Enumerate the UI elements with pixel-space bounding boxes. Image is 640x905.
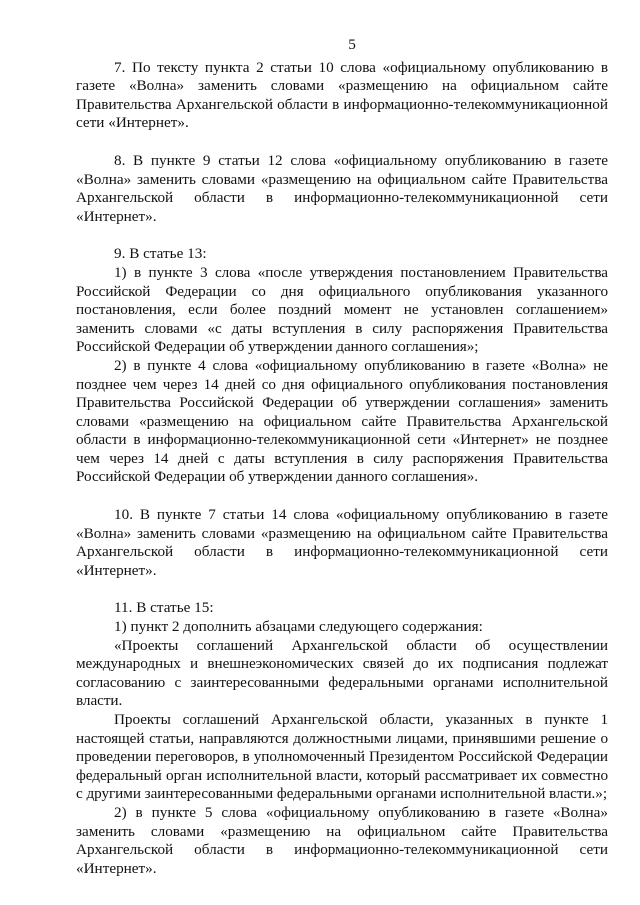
quoted-paragraph-2: Проекты соглашений Архангельской области, указанных в пункте 1 настоящей статьи, направляются должностными лицами, принявшими решение о проведении переговоров, в уполномоченный Президентом Российской Федерации федеральный орган исполнительной власти, который рассматривает их совместно с другими заинтересованными федеральными органами исполнительной власти.»; [76,711,608,803]
page-number: 5 [348,36,356,53]
paragraph-item-10: 10. В пункте 7 статьи 14 слова «официальному опубликованию в газете «Волна» заменить словами «размещению на официальном сайте Правительства Архангельской области в информационно-телекоммуникационной сети «Интернет». [76,506,608,579]
paragraph-item-11-1: 1) пункт 2 дополнить абзацами следующего содержания: [114,618,483,636]
paragraph-item-7: 7. По тексту пункта 2 статьи 10 слова «официальному опубликованию в газете «Волна» заменить словами «размещению на официальном сайте Правительства Архангельской области в информационно-телекоммуникационной сети «Интернет». [76,58,608,132]
document-page [76,36,608,878]
paragraph-item-11-heading: 11. В статье 15: [114,599,214,617]
paragraph-item-9-2: 2) в пункте 4 слова «официальному опубликованию в газете «Волна» не позднее чем через 14 дней со дня официального опубликования постановления Правительства Российской Федерации об утверждении соглашения» заменить словами «размещению на официальном сайте Правительства Архангельской области в информационно-телекоммуникационной сети «Интернет» не позднее чем через 14 дней с даты вступления в силу распоряжения Правительства Российской Федерации об утверждении данного соглашения». [76,356,608,486]
paragraph-gap [76,226,608,245]
paragraph-gap [76,133,608,152]
paragraph-gap [76,487,608,506]
paragraph-item-8: 8. В пункте 9 статьи 12 слова «официальному опубликованию в газете «Волна» заменить словами «размещению на официальном сайте Правительства Архангельской области в информационно-телекоммуникационной сети «Интернет». [76,151,608,225]
quoted-paragraph-1: «Проекты соглашений Архангельской области об осуществлении международных и внешнеэкономических связей до их подписания подлежат согласованию с заинтересованными федеральными органами исполнительной власти. [76,636,608,710]
paragraph-item-9-heading: 9. В статье 13: [114,245,207,263]
paragraph-item-11-2: 2) в пункте 5 слова «официальному опубликованию в газете «Волна» заменить словами «размещению на официальном сайте Правительства Архангельской области в информационно-телекоммуникационной сети «Интернет». [76,803,608,877]
paragraph-gap [76,580,608,599]
paragraph-item-9-1: 1) в пункте 3 слова «после утверждения постановлением Правительства Российской Федерации со дня официального опубликования указанного постановления, если более поздний момент не установлен соглашением» заменить словами «с даты вступления в силу распоряжения Правительства Российской Федерации об утверждении данного соглашения»; [76,263,608,356]
